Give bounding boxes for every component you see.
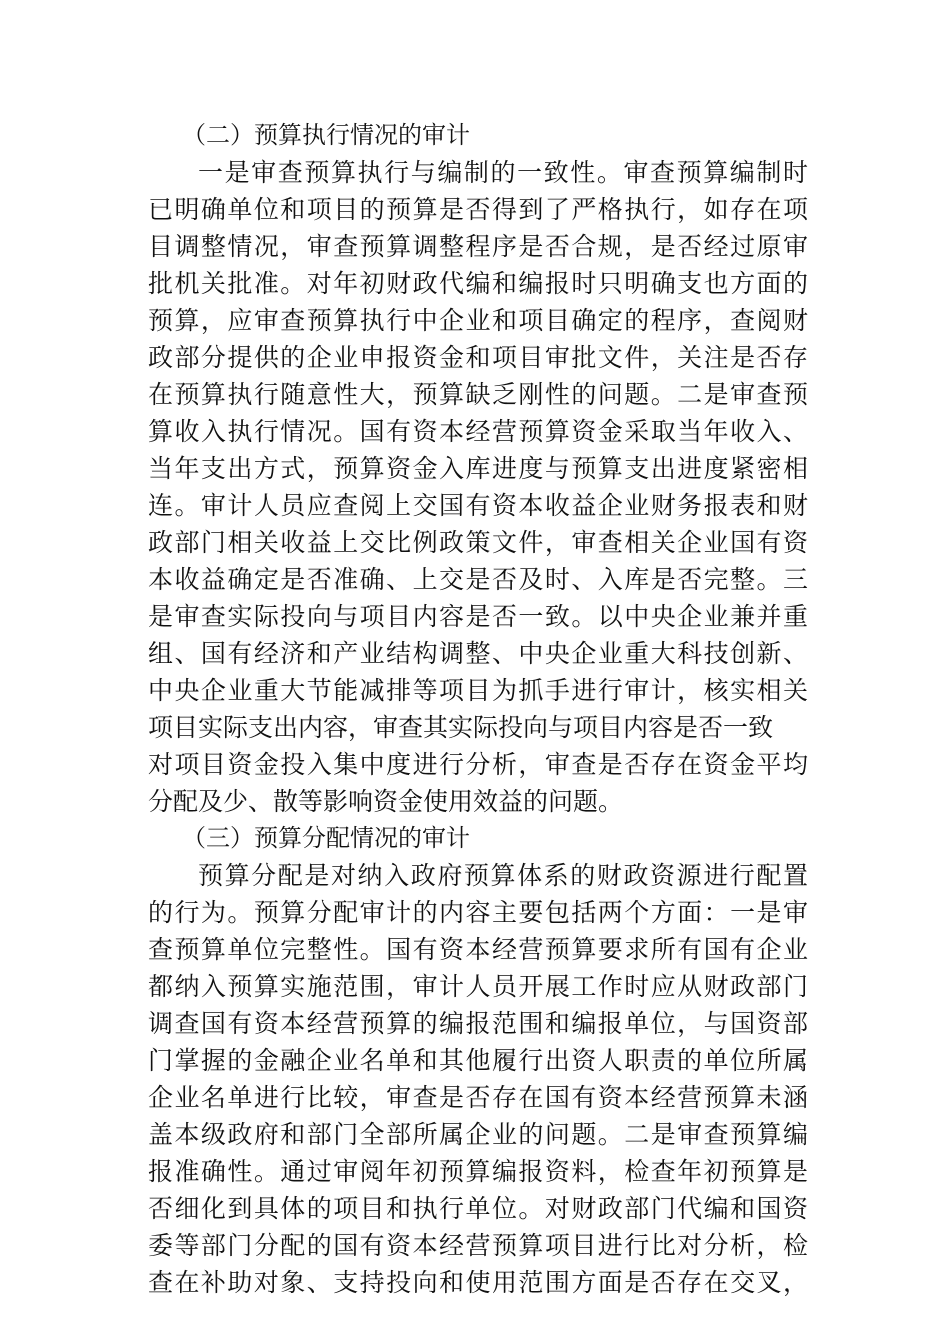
document-page xyxy=(148,117,808,1301)
paragraph-line: 预算分配是对纳入政府预算体系的财政资源进行配置 xyxy=(198,861,808,890)
paragraph-line: 门掌握的金融企业名单和其他履行出资人职责的单位所属 xyxy=(148,1046,808,1075)
paragraph-line: 目调整情况，审查预算调整程序是否合规，是否经过原审 xyxy=(148,232,808,261)
paragraph-line: 是审查实际投向与项目内容是否一致。以中央企业兼并重 xyxy=(148,602,808,631)
paragraph-line: 组、国有经济和产业结构调整、中央企业重大科技创新、 xyxy=(148,639,808,668)
paragraph-line: 连。审计人员应查阅上交国有资本收益企业财务报表和财 xyxy=(148,491,808,520)
paragraph-line: 批机关批准。对年初财政代编和编报时只明确支也方面的 xyxy=(148,269,808,298)
paragraph-line: 一是审查预算执行与编制的一致性。审查预算编制时 xyxy=(198,158,808,187)
paragraph-line: 否细化到具体的项目和执行单位。对财政部门代编和国资 xyxy=(148,1194,808,1223)
paragraph-line: 在预算执行随意性大，预算缺乏刚性的问题。二是审查预 xyxy=(148,380,808,409)
paragraph-line: 盖本级政府和部门全部所属企业的问题。二是审查预算编 xyxy=(148,1120,808,1149)
paragraph-line: 预算，应审查预算执行中企业和项目确定的程序，查阅财 xyxy=(148,306,808,335)
section-heading-budget-allocation: （三）预算分配情况的审计 xyxy=(182,824,470,852)
paragraph-line: 本收益确定是否准确、上交是否及时、入库是否完整。三 xyxy=(148,565,808,594)
paragraph-line: 已明确单位和项目的预算是否得到了严格执行，如存在项 xyxy=(148,195,808,224)
paragraph-line: 分配及少、散等影响资金使用效益的问题。 xyxy=(148,787,624,816)
paragraph-line: 查在补助对象、支持投向和使用范围方面是否存在交叉， xyxy=(148,1268,808,1297)
paragraph-line: 项目实际支出内容，审查其实际投向与项目内容是否一致 xyxy=(148,713,774,742)
paragraph-line: 查预算单位完整性。国有资本经营预算要求所有国有企业 xyxy=(148,935,808,964)
paragraph-line: 政部门相关收益上交比例政策文件，审查相关企业国有资 xyxy=(148,528,808,557)
paragraph-line: 中央企业重大节能减排等项目为抓手进行审计，核实相关 xyxy=(148,676,808,705)
paragraph-line: 企业名单进行比较，审查是否存在国有资本经营预算未涵 xyxy=(148,1083,808,1112)
paragraph-line: 委等部门分配的国有资本经营预算项目进行比对分析，检 xyxy=(148,1231,808,1260)
paragraph-line: 算收入执行情况。国有资本经营预算资金采取当年收入、 xyxy=(148,417,808,446)
paragraph-line: 报准确性。通过审阅年初预算编报资料，检查年初预算是 xyxy=(148,1157,808,1186)
paragraph-line: 的行为。预算分配审计的内容主要包括两个方面：一是审 xyxy=(148,898,808,927)
paragraph-line: 对项目资金投入集中度进行分析，审查是否存在资金平均 xyxy=(148,750,808,779)
section-heading-budget-execution: （二）预算执行情况的审计 xyxy=(182,121,470,149)
paragraph-line: 政部分提供的企业申报资金和项目审批文件，关注是否存 xyxy=(148,343,808,372)
paragraph-line: 当年支出方式，预算资金入库进度与预算支出进度紧密相 xyxy=(148,454,808,483)
paragraph-line: 调查国有资本经营预算的编报范围和编报单位，与国资部 xyxy=(148,1009,808,1038)
paragraph-line: 都纳入预算实施范围，审计人员开展工作时应从财政部门 xyxy=(148,972,808,1001)
